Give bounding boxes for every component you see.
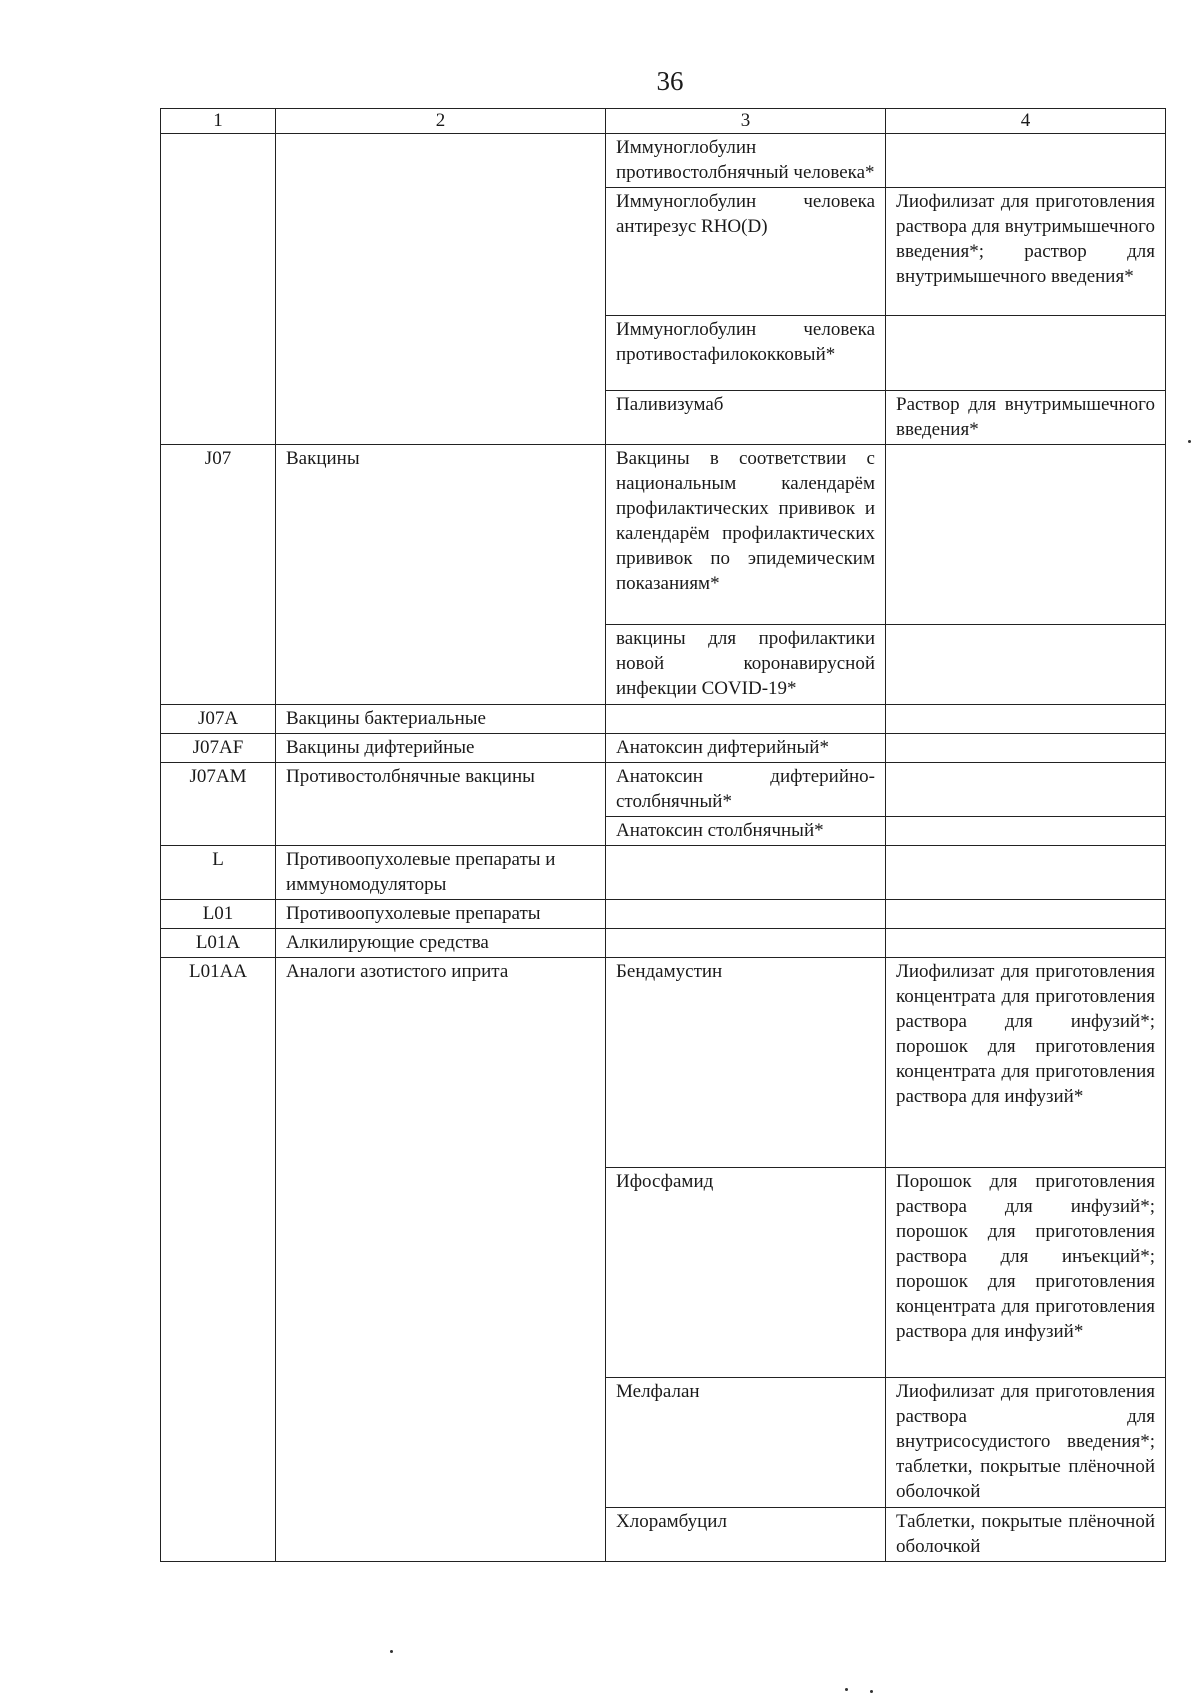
- scan-speck: [870, 1690, 873, 1693]
- drug-name-cell: Ифосфамид: [606, 1168, 886, 1378]
- drug-name-cell: [606, 846, 886, 900]
- table-row: [161, 846, 1166, 900]
- dosage-form-cell: Лиофилизат для приготовления раствора для внутримышечного введения*; раствор для внутримышечного введения*: [886, 188, 1166, 316]
- dosage-form-cell: [886, 705, 1166, 734]
- table-row: [161, 445, 1166, 625]
- dosage-form-cell: Таблетки, покрытые плёночной оболочкой: [886, 1508, 1166, 1562]
- scan-speck: [390, 1650, 393, 1653]
- atc-code-cell: J07AM: [161, 763, 276, 846]
- dosage-form-cell: Раствор для внутримышечного введения*: [886, 391, 1166, 445]
- atc-code-cell: J07: [161, 445, 276, 705]
- atc-code-cell: L: [161, 846, 276, 900]
- atc-code-cell: [161, 134, 276, 445]
- group-name-cell: Вакцины дифтерийные: [276, 734, 606, 763]
- medication-table: [160, 108, 1166, 1562]
- dosage-form-cell: [886, 625, 1166, 705]
- dosage-form-cell: [886, 929, 1166, 958]
- scan-speck: [845, 1688, 848, 1691]
- dosage-form-cell: [886, 316, 1166, 391]
- group-name-cell: Алкилирующие средства: [276, 929, 606, 958]
- drug-name-cell: Анатоксин дифтерийно-столбнячный*: [606, 763, 886, 817]
- table-row: [161, 734, 1166, 763]
- drug-name-cell: [606, 705, 886, 734]
- group-name-cell: Противоопухолевые препараты: [276, 900, 606, 929]
- group-name-cell: Противостолбнячные вакцины: [276, 763, 606, 846]
- atc-code-cell: J07AF: [161, 734, 276, 763]
- group-name-cell: Вакцины бактериальные: [276, 705, 606, 734]
- table-row: [161, 763, 1166, 817]
- drug-name-cell: Анатоксин столбнячный*: [606, 817, 886, 846]
- drug-name-cell: Хлорамбуцил: [606, 1508, 886, 1562]
- dosage-form-cell: [886, 763, 1166, 817]
- dosage-form-cell: Лиофилизат для приготовления концентрата для приготовления раствора для инфузий*; порошок для приготовления концентрата для приготовления раствора для инфузий*: [886, 958, 1166, 1168]
- drug-name-cell: Анатоксин дифтерийный*: [606, 734, 886, 763]
- atc-code-cell: L01A: [161, 929, 276, 958]
- atc-code-cell: J07A: [161, 705, 276, 734]
- table-row: [161, 134, 1166, 188]
- table-row: [161, 900, 1166, 929]
- drug-name-cell: Мелфалан: [606, 1378, 886, 1508]
- drug-name-cell: вакцины для профилактики новой коронавирусной инфекции COVID-19*: [606, 625, 886, 705]
- drug-name-cell: Вакцины в соответствии с национальным календарём профилактических прививок и календарём профилактических прививок по эпидемическим показаниям*: [606, 445, 886, 625]
- drug-name-cell: Иммуноглобулин человека противостафилококковый*: [606, 316, 886, 391]
- drug-name-cell: Паливизумаб: [606, 391, 886, 445]
- column-header: 3: [606, 109, 886, 134]
- dosage-form-cell: [886, 134, 1166, 188]
- dosage-form-cell: Лиофилизат для приготовления раствора для внутрисосудистого введения*; таблетки, покрытые плёночной оболочкой: [886, 1378, 1166, 1508]
- table-row: [161, 705, 1166, 734]
- dosage-form-cell: [886, 900, 1166, 929]
- column-header: 2: [276, 109, 606, 134]
- drug-name-cell: Иммуноглобулин человека антирезус RHO(D): [606, 188, 886, 316]
- column-header: 4: [886, 109, 1166, 134]
- column-header: 1: [161, 109, 276, 134]
- atc-code-cell: L01AA: [161, 958, 276, 1562]
- group-name-cell: Противоопухолевые препараты и иммуномодуляторы: [276, 846, 606, 900]
- dosage-form-cell: [886, 846, 1166, 900]
- drug-name-cell: [606, 900, 886, 929]
- drug-name-cell: [606, 929, 886, 958]
- group-name-cell: Аналоги азотистого иприта: [276, 958, 606, 1562]
- group-name-cell: [276, 134, 606, 445]
- table-header-row: [161, 109, 1166, 134]
- drug-name-cell: Иммуноглобулин противостолбнячный человека*: [606, 134, 886, 188]
- atc-code-cell: L01: [161, 900, 276, 929]
- scan-speck: [1188, 440, 1191, 443]
- drug-name-cell: Бендамустин: [606, 958, 886, 1168]
- dosage-form-cell: Порошок для приготовления раствора для инфузий*; порошок для приготовления раствора для инъекций*; порошок для приготовления концентрата для приготовления раствора для инфузий*: [886, 1168, 1166, 1378]
- table-row: [161, 958, 1166, 1168]
- table-row: [161, 929, 1166, 958]
- page-number: 36: [656, 66, 684, 96]
- group-name-cell: Вакцины: [276, 445, 606, 705]
- dosage-form-cell: [886, 445, 1166, 625]
- dosage-form-cell: [886, 817, 1166, 846]
- dosage-form-cell: [886, 734, 1166, 763]
